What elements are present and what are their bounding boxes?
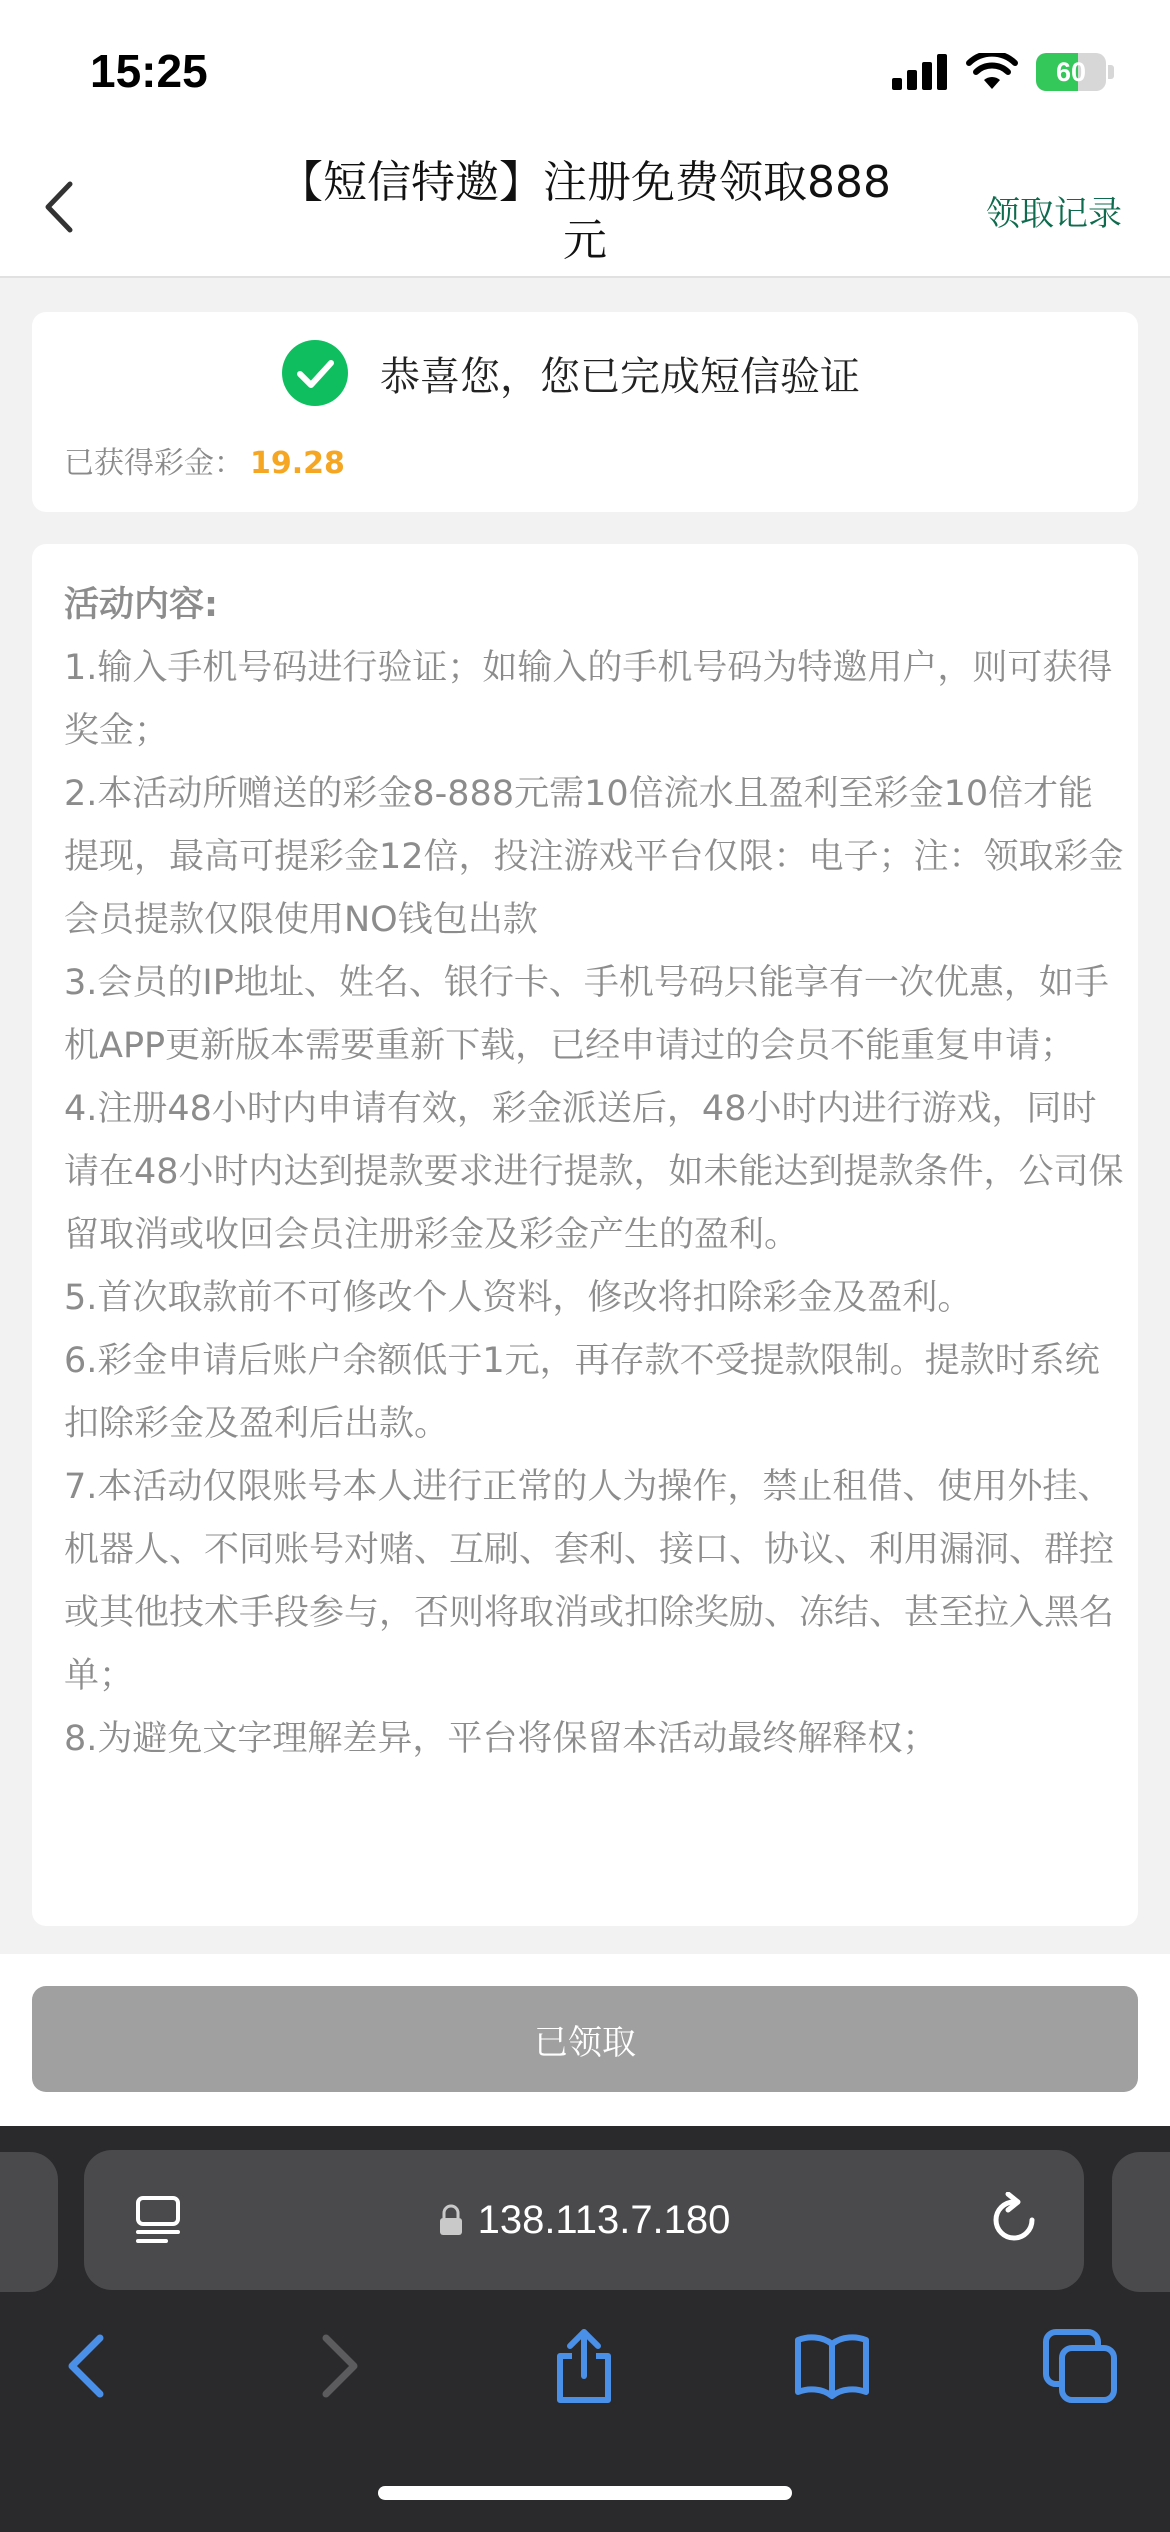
success-message: 恭喜您，您已完成短信验证 — [380, 353, 860, 400]
bookmarks-icon[interactable] — [792, 2326, 872, 2406]
forward-arrow-icon[interactable] — [298, 2326, 378, 2406]
lock-icon — [438, 2204, 464, 2236]
battery-icon — [1036, 53, 1106, 91]
rule-item: 3.会员的IP地址、姓名、银行卡、手机号码只能享有一次优惠，如手机APP更新版本需要重新下载，已经申请过的会员不能重复申请； — [64, 963, 1109, 1066]
nav-bar — [0, 140, 1170, 278]
rule-item: 4.注册48小时内申请有效，彩金派送后，48小时内进行游戏，同时请在48小时内达到提款要求进行提款，如未能达到提款条件，公司保留取消或收回会员注册彩金及彩金产生的盈利。 — [64, 1089, 1124, 1255]
previous-tab-peek[interactable] — [0, 2152, 58, 2292]
share-icon[interactable] — [544, 2326, 624, 2406]
wifi-icon — [966, 53, 1018, 91]
claim-records-link[interactable]: 领取记录 — [986, 194, 1122, 234]
tabs-icon[interactable] — [1040, 2326, 1120, 2406]
url-text: 138.113.7.180 — [477, 2197, 731, 2242]
claimed-button[interactable]: 已领取 — [32, 1986, 1138, 2092]
activity-content — [64, 574, 1124, 1771]
success-row — [282, 340, 860, 406]
action-bar — [0, 1954, 1170, 2126]
battery-tip — [1108, 65, 1114, 79]
page-title: 【短信特邀】注册免费领取888元 — [279, 157, 891, 266]
browser-chrome — [0, 2126, 1170, 2532]
next-tab-peek[interactable] — [1112, 2152, 1170, 2292]
address-bar[interactable] — [84, 2150, 1084, 2290]
status-bar — [0, 0, 1170, 140]
earned-label: 已获得彩金： — [64, 446, 244, 481]
rule-item: 8.为避免文字理解差异，平台将保留本活动最终解释权； — [64, 1719, 938, 1759]
rule-item: 5.首次取款前不可修改个人资料，修改将扣除彩金及盈利。 — [64, 1278, 973, 1318]
activity-title: 活动内容: — [64, 585, 218, 625]
chevron-left-icon[interactable] — [30, 174, 90, 240]
url-display[interactable] — [84, 2150, 1084, 2290]
battery-level: 60 — [1055, 56, 1087, 87]
status-time: 15:25 — [90, 45, 208, 97]
rule-item: 6.彩金申请后账户余额低于1元，再存款不受提款限制。提款时系统扣除彩金及盈利后出款。 — [64, 1341, 1100, 1444]
reload-icon[interactable] — [986, 2192, 1042, 2248]
signal-icon — [892, 54, 948, 90]
check-circle-icon — [282, 340, 348, 406]
status-icons — [892, 52, 1114, 92]
verification-card — [32, 312, 1138, 512]
browser-toolbar — [0, 2306, 1170, 2426]
earned-value: 19.28 — [250, 446, 345, 481]
rule-item: 7.本活动仅限账号本人进行正常的人为操作，禁止租借、使用外挂、机器人、不同账号对赌、互刷、套利、接口、协议、利用漏洞、群控或其他技术手段参与，否则将取消或扣除奖励、冻结、甚至拉入黑名单； — [64, 1467, 1115, 1696]
back-arrow-icon[interactable] — [48, 2326, 128, 2406]
earned-row — [64, 438, 345, 482]
home-indicator[interactable] — [378, 2486, 792, 2500]
activity-card — [32, 544, 1138, 1926]
rule-item: 1.输入手机号码进行验证；如输入的手机号码为特邀用户，则可获得奖金； — [64, 648, 1113, 751]
rule-item: 2.本活动所赠送的彩金8-888元需10倍流水且盈利至彩金10倍才能提现，最高可提彩金12倍，投注游戏平台仅限：电子；注：领取彩金会员提款仅限使用NO钱包出款 — [64, 774, 1124, 940]
